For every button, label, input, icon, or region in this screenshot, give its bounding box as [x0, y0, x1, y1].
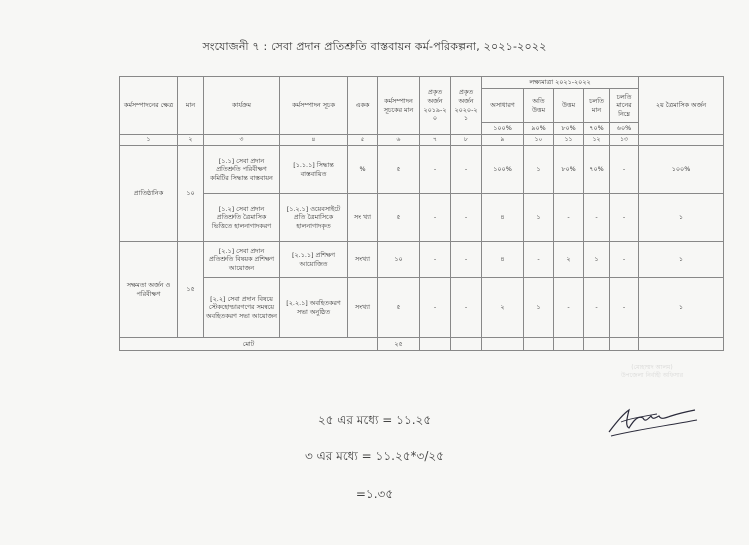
- table-row: [120, 278, 724, 338]
- stamp-line: উপজেলা নির্বাহী অফিসার: [620, 371, 684, 379]
- indicator-cell: [২.১.১] প্রশিক্ষণ আয়োজিত: [280, 242, 348, 278]
- actual-2019-cell: -: [420, 194, 451, 242]
- header-weight: মান: [178, 77, 204, 135]
- index-cell: ৫: [348, 135, 378, 146]
- header-extraordinary: অসাধারণ: [482, 89, 524, 123]
- activity-cell: [২.১] সেবা প্রদান প্রতিশ্রুতি বিষয়ক প্রশিক্ষণ আয়োজন: [204, 242, 280, 278]
- target-cell: ৪: [482, 194, 524, 242]
- index-cell: ১১: [554, 135, 584, 146]
- value-cell: ১০: [378, 242, 420, 278]
- empty-cell: [524, 338, 554, 351]
- index-cell: ৬: [378, 135, 420, 146]
- area-cell: সক্ষমতা অর্জন ও পরিবীক্ষণ: [120, 242, 178, 338]
- percent-cell: ৭০%: [584, 123, 610, 135]
- target-cell: -: [524, 242, 554, 278]
- target-cell: ১: [584, 242, 610, 278]
- header-actual-2019: প্রকৃত অর্জন ২০১৯-২০: [420, 77, 451, 135]
- actual-2019-cell: -: [420, 278, 451, 338]
- achievement-cell: ১০০%: [639, 146, 724, 194]
- percent-cell: ৮০%: [554, 123, 584, 135]
- target-cell: ৪: [482, 242, 524, 278]
- action-plan-table: [119, 76, 724, 351]
- target-cell: -: [610, 146, 639, 194]
- index-cell: ১: [120, 135, 178, 146]
- table-row: [120, 146, 724, 194]
- target-cell: -: [610, 242, 639, 278]
- faded-stamp: [604, 364, 700, 400]
- achievement-cell: ১: [639, 194, 724, 242]
- target-cell: ১০০%: [482, 146, 524, 194]
- empty-cell: [420, 338, 451, 351]
- unit-cell: সংখ্যা: [348, 278, 378, 338]
- target-cell: -: [554, 194, 584, 242]
- empty-cell: [451, 338, 482, 351]
- table-row: [120, 194, 724, 242]
- target-cell: -: [584, 194, 610, 242]
- target-cell: -: [554, 278, 584, 338]
- index-cell: ১০: [524, 135, 554, 146]
- empty-cell: [584, 338, 610, 351]
- total-row: [120, 338, 724, 351]
- target-cell: -: [610, 278, 639, 338]
- weight-cell: ১৫: [178, 242, 204, 338]
- index-cell: ১৩: [610, 135, 639, 146]
- unit-cell: সংখ্যা: [348, 242, 378, 278]
- header-target-group: লক্ষ্যমাত্রা ২০২১-২০২২: [482, 77, 639, 89]
- activity-cell: [১.১] সেবা প্রদান প্রতিশ্রুতি পরিবীক্ষণ কমিটির সিদ্ধান্ত বাস্তবায়ন: [204, 146, 280, 194]
- activity-cell: [১.২] সেবা প্রদান প্রতিশ্রুতি ত্রৈমাসিক ভিত্তিতে হালনাগাদকরণ: [204, 194, 280, 242]
- target-cell: ২: [554, 242, 584, 278]
- header-unit: একক: [348, 77, 378, 135]
- empty-cell: [482, 338, 524, 351]
- table-row: [120, 242, 724, 278]
- index-cell: ৭: [420, 135, 451, 146]
- index-cell: ৪: [280, 135, 348, 146]
- index-cell: ৯: [482, 135, 524, 146]
- total-label: মোট: [120, 338, 378, 351]
- achievement-cell: ১: [639, 278, 724, 338]
- actual-2020-cell: -: [451, 278, 482, 338]
- target-cell: ১: [524, 194, 554, 242]
- empty-cell: [639, 338, 724, 351]
- header-row-1: [120, 77, 724, 89]
- achievement-cell: ১: [639, 242, 724, 278]
- actual-2020-cell: -: [451, 242, 482, 278]
- indicator-cell: [২.২.১] অবহিতকরণ সভা অনুষ্ঠিত: [280, 278, 348, 338]
- index-cell: ১২: [584, 135, 610, 146]
- total-value: ২৫: [378, 338, 420, 351]
- indicator-cell: [১.২.১] ওয়েবসাইটে প্রতি ত্রৈমাসিকে হালনাগাদকৃত: [280, 194, 348, 242]
- actual-2020-cell: -: [451, 194, 482, 242]
- indicator-cell: [১.১.১] সিদ্ধান্ত বাস্তবায়িত: [280, 146, 348, 194]
- header-area: কর্মসম্পাদনের ক্ষেত্র: [120, 77, 178, 135]
- index-cell: ৩: [204, 135, 280, 146]
- percent-cell: ৯০%: [524, 123, 554, 135]
- stamp-line: (মোহাম্মদ আলম): [631, 364, 673, 371]
- table-body: [120, 77, 724, 351]
- target-cell: ৮০%: [554, 146, 584, 194]
- activity-cell: [২.২] সেবা প্রদান বিষয়ে স্টেকহোল্ডারগণের সমন্বয়ে অবহিতকরণ সভা আয়োজন: [204, 278, 280, 338]
- header-below-fair: চলতি মানের নিম্নে: [610, 89, 639, 123]
- value-cell: ৫: [378, 194, 420, 242]
- calc-line-3: =১.৩৫: [355, 487, 394, 501]
- empty-cell: [610, 338, 639, 351]
- target-cell: ১: [524, 146, 554, 194]
- actual-2020-cell: -: [451, 146, 482, 194]
- header-fair: চলতি মান: [584, 89, 610, 123]
- header-activity: কার্যক্রম: [204, 77, 280, 135]
- index-cell: ৮: [451, 135, 482, 146]
- percent-cell: ১০০%: [482, 123, 524, 135]
- value-cell: ৫: [378, 146, 420, 194]
- actual-2019-cell: -: [420, 242, 451, 278]
- header-indicator-value: কর্মসম্পাদন সূচকের মান: [378, 77, 420, 135]
- header-indicator: কর্মসম্পাদন সূচক: [280, 77, 348, 135]
- percent-cell: ৬০%: [610, 123, 639, 135]
- area-cell: প্রাতিষ্ঠানিক: [120, 146, 178, 242]
- weight-cell: ১০: [178, 146, 204, 242]
- value-cell: ৫: [378, 278, 420, 338]
- target-cell: -: [584, 278, 610, 338]
- calc-line-1: ২৫ এর মধ্যে = ১১.২৫: [317, 413, 432, 427]
- unit-cell: সং খ্যা: [348, 194, 378, 242]
- page-title: সংযোজনী ৭ : সেবা প্রদান প্রতিশ্রুতি বাস্তবায়ন কর্ম-পরিকল্পনা, ২০২১-২০২২: [202, 40, 547, 53]
- empty-cell: [554, 338, 584, 351]
- target-cell: ৭০%: [584, 146, 610, 194]
- actual-2019-cell: -: [420, 146, 451, 194]
- calc-line-2: ৩ এর মধ্যে = ১১.২৫*৩/২৫: [305, 449, 444, 463]
- header-good: উত্তম: [554, 89, 584, 123]
- target-cell: ১: [524, 278, 554, 338]
- header-actual-2020: প্রকৃত অর্জন ২০২০-২১: [451, 77, 482, 135]
- index-cell: [639, 135, 724, 146]
- header-half-year: ২য় ত্রৈমাসিক অর্জন: [639, 77, 724, 135]
- header-very-good: অতি উত্তম: [524, 89, 554, 123]
- target-cell: ২: [482, 278, 524, 338]
- index-cell: ২: [178, 135, 204, 146]
- unit-cell: %: [348, 146, 378, 194]
- index-row: [120, 135, 724, 146]
- target-cell: -: [610, 194, 639, 242]
